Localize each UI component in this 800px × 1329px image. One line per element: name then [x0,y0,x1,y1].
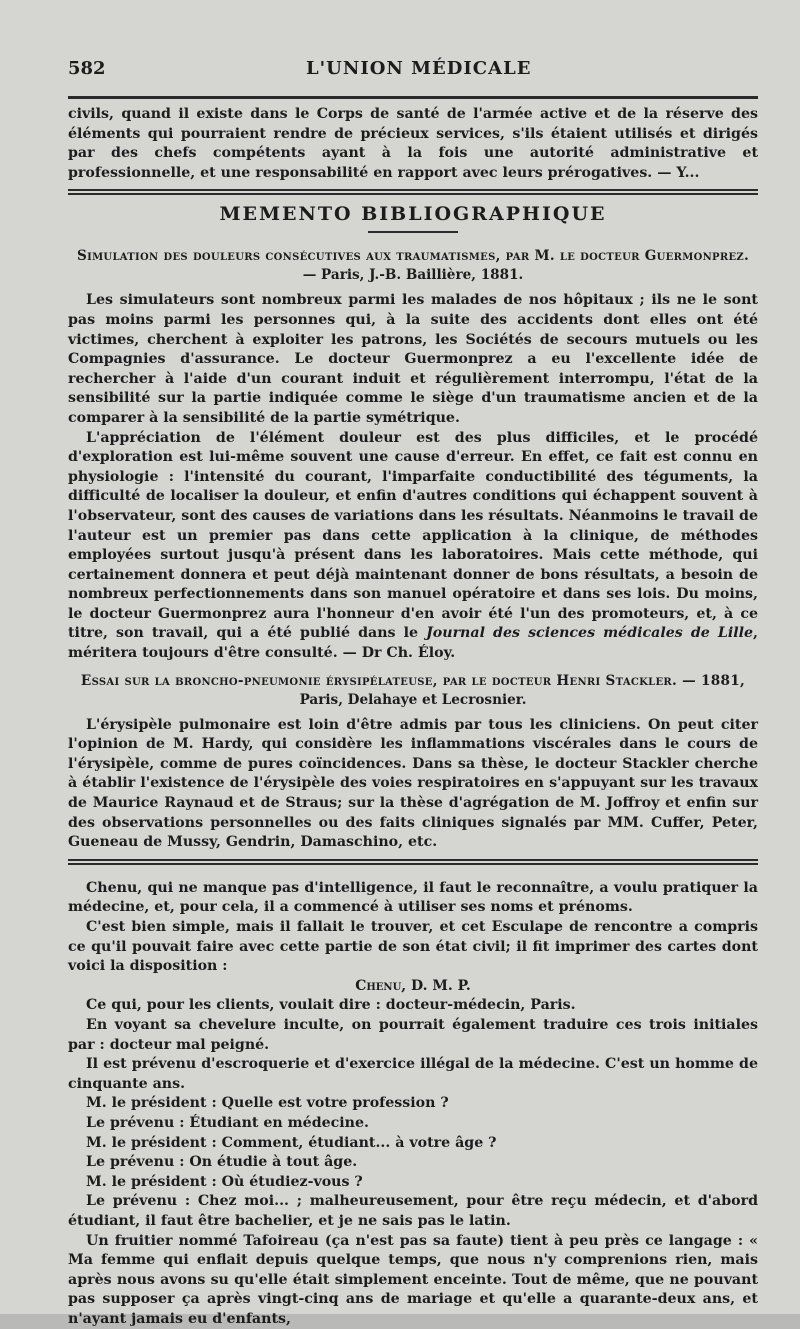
dialogue-line-5: M. le président : Où étudiez-vous ? [68,1173,758,1193]
feuilleton-paragraph-4: En voyant sa chevelure inculte, on pourrait également traduire ces trois initiales par : docteur mal peigné. [68,1016,758,1055]
dialogue-line-1: M. le président : Quelle est votre profession ? [68,1094,758,1114]
entry1-p2-text-a: L'appréciation de l'élément douleur est des plus difficiles, et le procédé d'exploration est lui-même souvent une cause d'erreur. En effet, ce fait est connu en physiologie : l'intensité du courant, l'imparfaite conductibilité des téguments, la difficulté de localiser la douleur, et enfin d'autres conditions qui échappent souvent à l'observateur, sont des causes de variations dans les résultats. Néanmoins le travail de l'auteur est un premier pas dans cette application à la clinique, de méthodes employées surtout jusqu'à présent dans les laboratoires. Mais cette méthode, qui certainement donnera et peut déjà maintenant donner de bons résultats, a besoin de nombreux perfectionnements dans son manuel opératoire et dans ses lois. Du moins, le docteur Guermonprez aura l'honneur d'en avoir été l'un des promoteurs, et, à ce titre, son travail, qui a été publié dans le [68,430,758,642]
entry2-imprint: Paris, Delahaye et Lecrosnier. [68,691,758,710]
intro-paragraph: civils, quand il existe dans le Corps de santé de l'armée active et de la réserve des éléments qui pourraient rendre de précieux services, s'ils étaient utilisés et dirigés par des chefs compétents ayant à la fois une autorité administrative et professionnelle, et une responsabilité en rapport avec leurs prérogatives. — Y... [68,105,758,183]
entry2-title: Essai sur la broncho-pneumonie érysipélateuse, par le docteur Henri Stackler. — 1881, [68,672,758,691]
entry1-title: Simulation des douleurs consécutives aux traumatismes, par M. le docteur Guermonprez. [68,247,758,266]
entry1-journal-title: Journal des sciences médicales de Lille [426,625,753,641]
feuilleton-divider [68,859,758,865]
feuilleton-paragraph-6: Un fruitier nommé Tafoireau (ça n'est pas sa faute) tient à peu près ce langage : « Ma femme qui enflait depuis quelque temps, que nous n'y comprenions rien, mais après nous avons su qu'elle était simplement enceinte. Tout de même, que ne pouvant pas supposer ça après vingt-cinq ans de mariage et qu'elle a quarante-deux ans, et n'ayant jamais eu d'enfants, [68,1232,758,1329]
feuilleton-paragraph-1: Chenu, qui ne manque pas d'intelligence, il faut le reconnaître, a voulu pratiquer la médecine, et, pour cela, il a commencé à utiliser ses noms et prénoms. [68,879,758,918]
section-title: MEMENTO BIBLIOGRAPHIQUE [68,203,758,225]
header-rule [68,96,758,99]
entry1-imprint: — Paris, J.-B. Baillière, 1881. [68,266,758,285]
page-header [68,58,758,92]
feuilleton-gap [68,871,758,879]
entry1-p2-text-b: , méritera toujours d'être consulté. — Dr Ch. Éloy. [68,625,758,661]
section-title-rule [368,231,458,233]
section-divider [68,189,758,195]
entry2-heading [68,672,758,710]
dialogue-line-4: Le prévenu : On étudie à tout âge. [68,1153,758,1173]
page-number: 582 [68,58,168,79]
dialogue-line-3: M. le président : Comment, étudiant... à votre âge ? [68,1134,758,1154]
business-card-text: Chenu, D. M. P. [68,977,758,997]
dialogue-line-2: Le prévenu : Étudiant en médecine. [68,1114,758,1134]
entry1-heading [68,247,758,285]
entry1-paragraph-2 [68,429,758,664]
feuilleton-paragraph-3: Ce qui, pour les clients, voulait dire : docteur-médecin, Paris. [68,996,758,1016]
entry1-paragraph-1: Les simulateurs sont nombreux parmi les malades de nos hôpitaux ; ils ne le sont pas moins parmi les personnes qui, à la suite des accidents dont elles ont été victimes, cherchent à exploiter les patrons, les Sociétés de secours mutuels ou les Compagnies d'assurance. Le docteur Guermonprez a eu l'excellente idée de rechercher à l'aide d'un courant induit et régulièrement interrompu, l'état de la sensibilité sur la partie indiquée comme le siège d'un traumatisme ancien et de la comparer à la sensibilité de la partie symétrique. [68,291,758,428]
entry2-paragraph-1: L'érysipèle pulmonaire est loin d'être admis par tous les cliniciens. On peut citer l'opinion de M. Hardy, qui considère les inflammations viscérales dans le cours de l'érysipèle, comme de pures coïncidences. Dans sa thèse, le docteur Stackler cherche à établir l'existence de l'érysipèle des voies respiratoires en s'appuyant sur les travaux de Maurice Raynaud et de Straus; sur la thèse d'agrégation de M. Joffroy et enfin sur des observations personnelles ou des faits cliniques signalés par MM. Cuffer, Peter, Gueneau de Mussy, Gendrin, Damaschino, etc. [68,716,758,853]
feuilleton-paragraph-2: C'est bien simple, mais il fallait le trouver, et cet Esculape de rencontre a compris ce qu'il pouvait faire avec cette partie de son état civil; il fit imprimer des cartes dont voici la disposition : [68,918,758,977]
dialogue-line-6: Le prévenu : Chez moi... ; malheureusement, pour être reçu médecin, et d'abord étudiant, il faut être bachelier, et je ne sais pas le latin. [68,1192,758,1231]
feuilleton-paragraph-5: Il est prévenu d'escroquerie et d'exercice illégal de la médecine. C'est un homme de cinquante ans. [68,1055,758,1094]
running-title: L'UNION MÉDICALE [306,58,531,79]
